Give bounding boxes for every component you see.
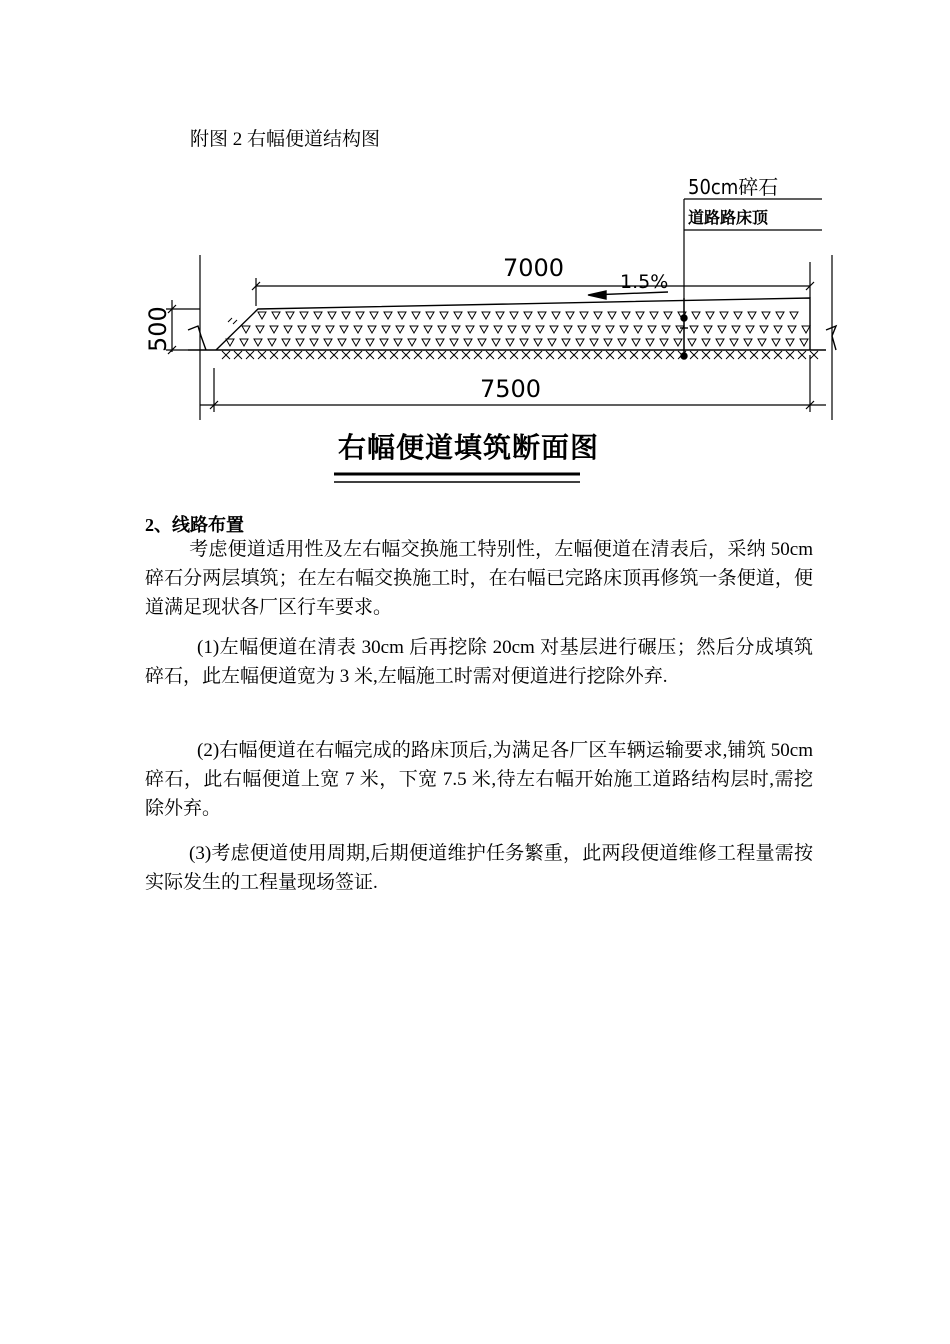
paragraph-3	[145, 736, 813, 823]
paragraph-4-text: (3)考虑便道使用周期,后期便道维护任务繁重，此两段便道维修工程量需按实际发生的工程量现场签证.	[145, 843, 813, 893]
paragraph-1-text: 考虑便道适用性及左右幅交换施工特别性，左幅便道在清表后，采纳 50cm 碎石分两层填筑；在左右幅交换施工时，在右幅已完路床顶再修筑一条便道，便道满足现状各厂区行车要求。	[145, 539, 813, 618]
dim-height-label: 500	[144, 306, 172, 352]
paragraph-4	[145, 839, 813, 897]
paragraph-2	[145, 633, 813, 691]
drawing-title: 右幅便道填筑断面图	[338, 431, 600, 464]
cross-section-figure	[0, 0, 950, 500]
slope-label: 1.5%	[620, 271, 669, 293]
ground-line	[188, 326, 836, 350]
label-material: 50cm碎石	[688, 175, 779, 199]
paragraph-3-text: (2)右幅便道在右幅完成的路床顶后,为满足各厂区车辆运输要求,铺筑 50cm 碎石，此右幅便道上宽 7 米，下宽 7.5 米,待左右幅开始施工道路结构层时,需挖除外弃。	[145, 740, 813, 819]
figure-caption: 附图 2 右幅便道结构图	[190, 129, 381, 150]
dim-bottom-label: 7500	[480, 375, 542, 403]
paragraph-1	[145, 535, 813, 622]
slope-mark	[228, 318, 237, 324]
gravel-fill-pattern	[222, 312, 818, 359]
label-layer: 道路路床顶	[688, 208, 769, 227]
dim-top-label: 7000	[503, 254, 565, 282]
section-title: 2、线路布置	[145, 515, 244, 535]
paragraph-2-text: (1)左幅便道在清表 30cm 后再挖除 20cm 对基层进行碾压；然后分成填筑碎石，此左幅便道宽为 3 米,左幅施工时需对便道进行挖除外弃.	[145, 637, 813, 687]
title-underline	[334, 474, 580, 482]
embankment	[216, 298, 810, 350]
